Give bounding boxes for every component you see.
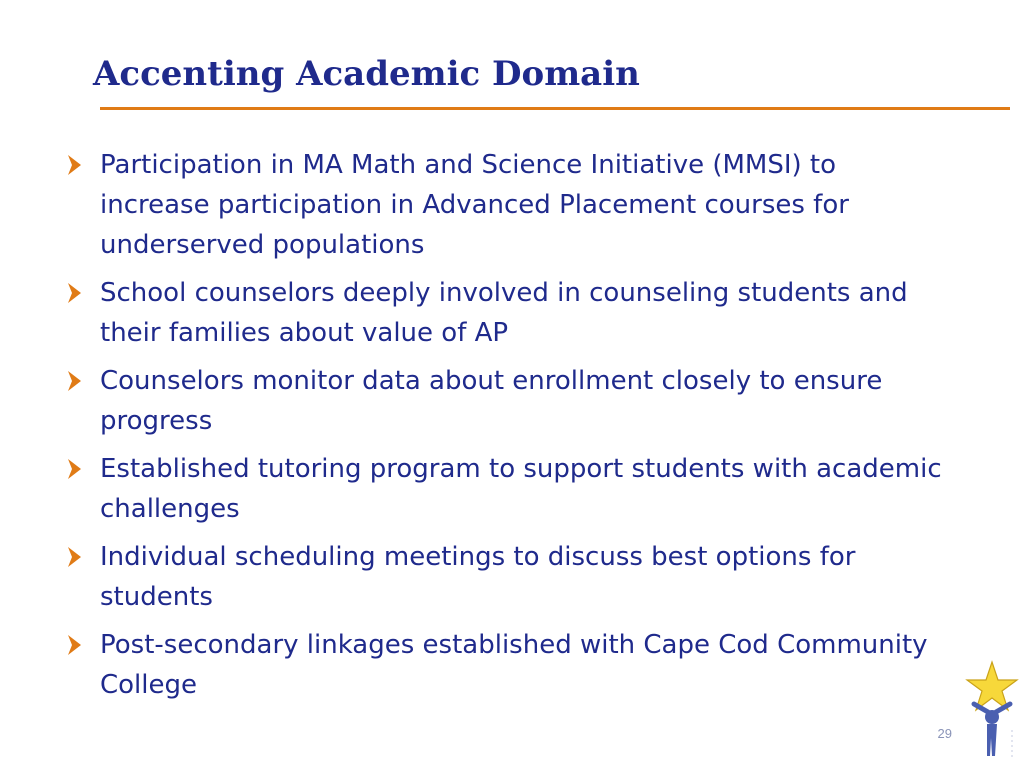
bullet-text: Post-secondary linkages established with Cape Cod Community College bbox=[100, 630, 928, 700]
bullet-item bbox=[62, 361, 942, 441]
chevron-arrow-icon bbox=[64, 280, 86, 306]
bullet-list bbox=[62, 145, 942, 713]
bullet-text: Counselors monitor data about enrollment closely to ensure progress bbox=[100, 366, 883, 436]
bullet-item bbox=[62, 273, 942, 353]
slide-title: Accenting Academic Domain bbox=[93, 54, 640, 94]
chevron-arrow-icon bbox=[64, 544, 86, 570]
bullet-item bbox=[62, 625, 942, 705]
chevron-arrow-icon bbox=[64, 456, 86, 482]
bullet-item bbox=[62, 449, 942, 529]
bullet-text: Established tutoring program to support students with academic challenges bbox=[100, 454, 942, 524]
bullet-item bbox=[62, 145, 942, 265]
bullet-item bbox=[62, 537, 942, 617]
bullet-text: Individual scheduling meetings to discuss best options for students bbox=[100, 542, 856, 612]
chevron-arrow-icon bbox=[64, 368, 86, 394]
page-number: 29 bbox=[937, 726, 952, 741]
bullet-text: School counselors deeply involved in counseling students and their families about value of AP bbox=[100, 278, 908, 348]
chevron-arrow-icon bbox=[64, 632, 86, 658]
chevron-arrow-icon bbox=[64, 152, 86, 178]
bullet-text: Participation in MA Math and Science Initiative (MMSI) to increase participation in Advanced Placement courses for underserved populations bbox=[100, 150, 849, 260]
title-underline-rule bbox=[100, 107, 1010, 110]
star-figure-logo-icon bbox=[962, 660, 1022, 760]
